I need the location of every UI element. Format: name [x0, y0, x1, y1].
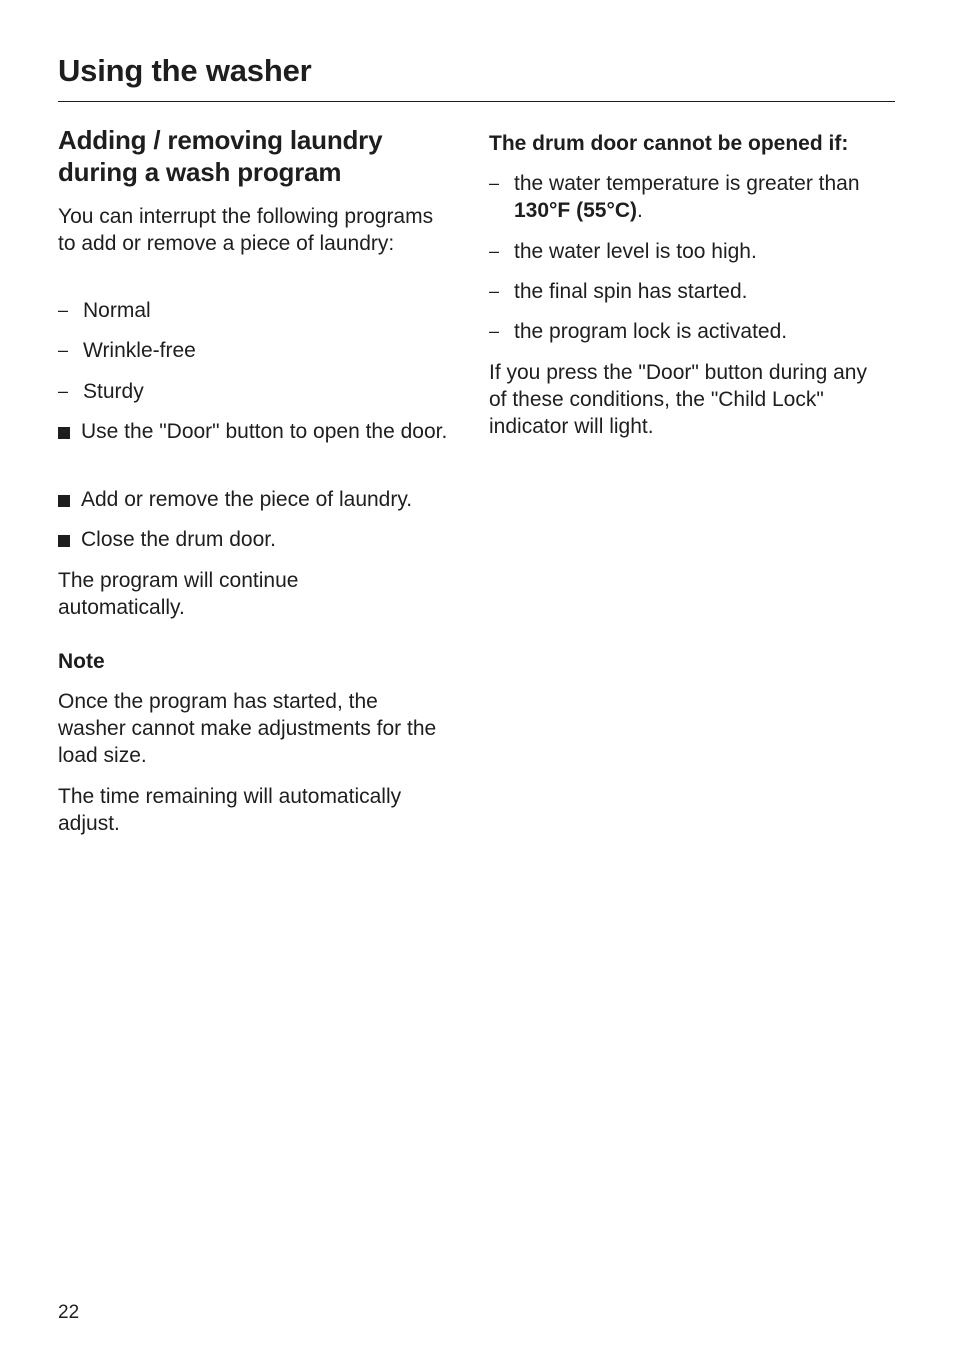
square-bullet-icon: [58, 427, 70, 439]
step-list-item: [58, 526, 450, 553]
dash-bullet: –: [489, 281, 500, 301]
title-divider: [58, 101, 895, 102]
section-heading-line-1: Adding / removing laundry: [58, 125, 383, 155]
dash-bullet: –: [489, 241, 500, 261]
condition-list-item: [489, 318, 899, 345]
section-heading-line-2: during a wash program: [58, 157, 342, 187]
section-heading: [58, 124, 382, 188]
page-number: 22: [58, 1302, 80, 1323]
condition-list-item: [489, 170, 899, 224]
condition-list-item: [489, 238, 899, 265]
program-name: Normal: [83, 299, 151, 322]
square-bullet-icon: [58, 495, 70, 507]
program-name: Sturdy: [83, 380, 144, 403]
dash-bullet: –: [58, 300, 69, 320]
closing-paragraph: If you press the "Door" button during any of these conditions, the "Child Lock" indicator will light.: [489, 361, 867, 438]
conditions-heading: The drum door cannot be opened if:: [489, 132, 849, 155]
step-text: Use the "Door" button to open the door.: [81, 420, 448, 443]
intro-paragraph: You can interrupt the following programs to add or remove a piece of laundry:: [58, 205, 434, 255]
dash-bullet: –: [58, 340, 69, 360]
program-name: Wrinkle-free: [83, 339, 196, 362]
temperature-value: 130°F (55°C): [514, 199, 638, 222]
step-list-item: [58, 486, 450, 513]
note-paragraph: Once the program has started, the washer cannot make adjustments for the load size.: [58, 690, 437, 767]
step-text: Close the drum door.: [81, 528, 276, 551]
dash-bullet: –: [58, 381, 69, 401]
condition-list-item: [489, 278, 899, 305]
step-list-item: [58, 418, 450, 445]
step-text: Add or remove the piece of laundry.: [81, 488, 413, 511]
condition-text: the final spin has started.: [514, 280, 748, 303]
square-bullet-icon: [58, 535, 70, 547]
condition-text: the water temperature is greater than 130°F (55°C).: [514, 172, 860, 222]
program-list-item: [58, 337, 450, 364]
note-heading: Note: [58, 650, 105, 673]
note-paragraph-2: The time remaining will automatically adjust.: [58, 785, 402, 835]
condition-text: the program lock is activated.: [514, 320, 788, 343]
continue-paragraph: The program will continue automatically.: [58, 569, 299, 619]
dash-bullet: –: [489, 173, 500, 193]
program-list-item: [58, 378, 450, 405]
program-list-item: [58, 297, 450, 324]
condition-text: the water level is too high.: [514, 240, 757, 263]
dash-bullet: –: [489, 321, 500, 341]
page-title: Using the washer: [58, 53, 312, 88]
